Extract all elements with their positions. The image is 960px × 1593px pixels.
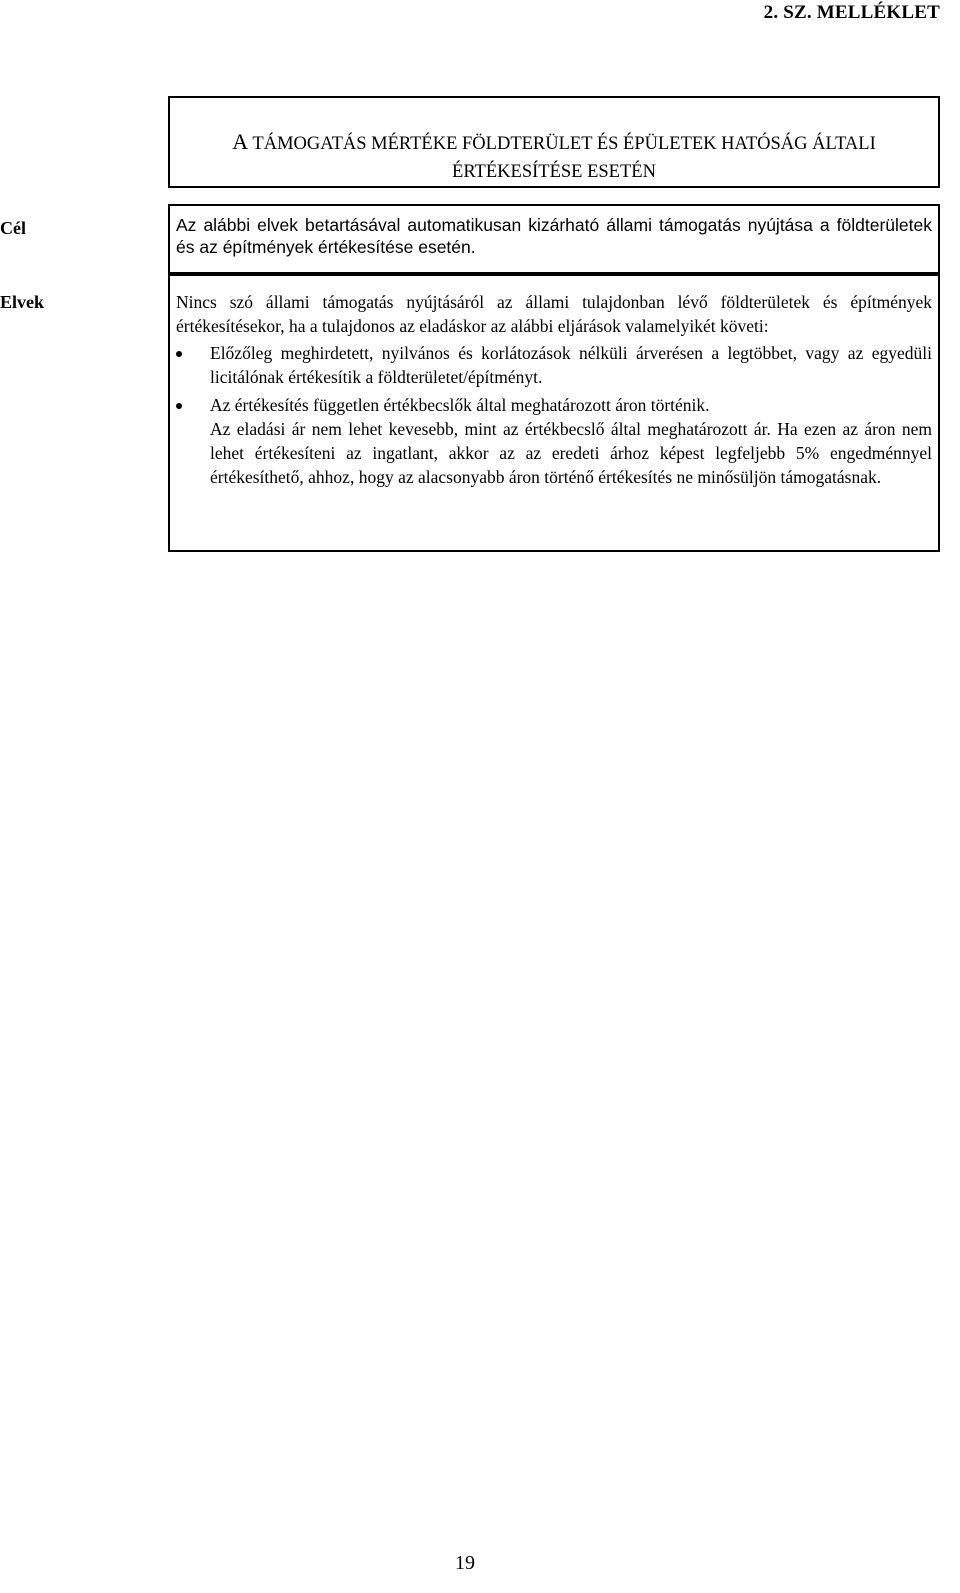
list-item: [176, 341, 932, 389]
cel-text: Az alábbi elvek betartásával automatikusan kizárható állami támogatás nyújtása a földterületek és az építmények értékesítése esetén.: [176, 215, 932, 257]
elvek-box: [168, 274, 940, 552]
annex-label: 2. SZ. MELLÉKLET: [763, 2, 940, 23]
title-line-1-text: TÁMOGATÁS MÉRTÉKE FÖLDTERÜLET ÉS ÉPÜLETEK HATÓSÁG ÁLTALI: [248, 134, 876, 154]
list-item: [176, 393, 932, 489]
page-number: 19: [455, 1552, 475, 1574]
document-title-line-1: [170, 128, 938, 158]
list-item-text: Az értékesítés független értékbecslők által meghatározott áron történik.: [210, 395, 710, 415]
document-title-line-2: ÉRTÉKESÍTÉSE ESETÉN: [452, 162, 656, 182]
principles-list: [176, 341, 932, 489]
bullet-icon: [176, 403, 182, 409]
bullet-icon: [176, 351, 182, 357]
elvek-intro: Nincs szó állami támogatás nyújtásáról az állami tulajdonban lévő földterületek és építmények értékesítésekor, ha a tulajdonos az eladáskor az alábbi eljárások valamelyikét követi:: [176, 292, 932, 336]
cel-box: [168, 204, 940, 274]
document-title-box: [168, 96, 940, 188]
cel-label: Cél: [0, 218, 26, 238]
list-item-continuation: Az eladási ár nem lehet kevesebb, mint az értékbecslő által meghatározott ár. Ha ezen az áron nem lehet értékesíteni az ingatlant, akkor az az eredeti árhoz képest legfeljebb 5% engedménnyel értékesíthető, ahhoz, hogy az alacsonyabb áron történő értékesítés ne minősüljön támogatásnak.: [210, 419, 932, 487]
list-item-text: Előzőleg meghirdetett, nyilvános és korlátozások nélküli árverésen a legtöbbet, vagy az egyedüli licitálónak értékesítik a földterületet/építményt.: [210, 343, 932, 387]
elvek-label: Elvek: [0, 292, 45, 312]
title-initial: A: [232, 129, 249, 154]
